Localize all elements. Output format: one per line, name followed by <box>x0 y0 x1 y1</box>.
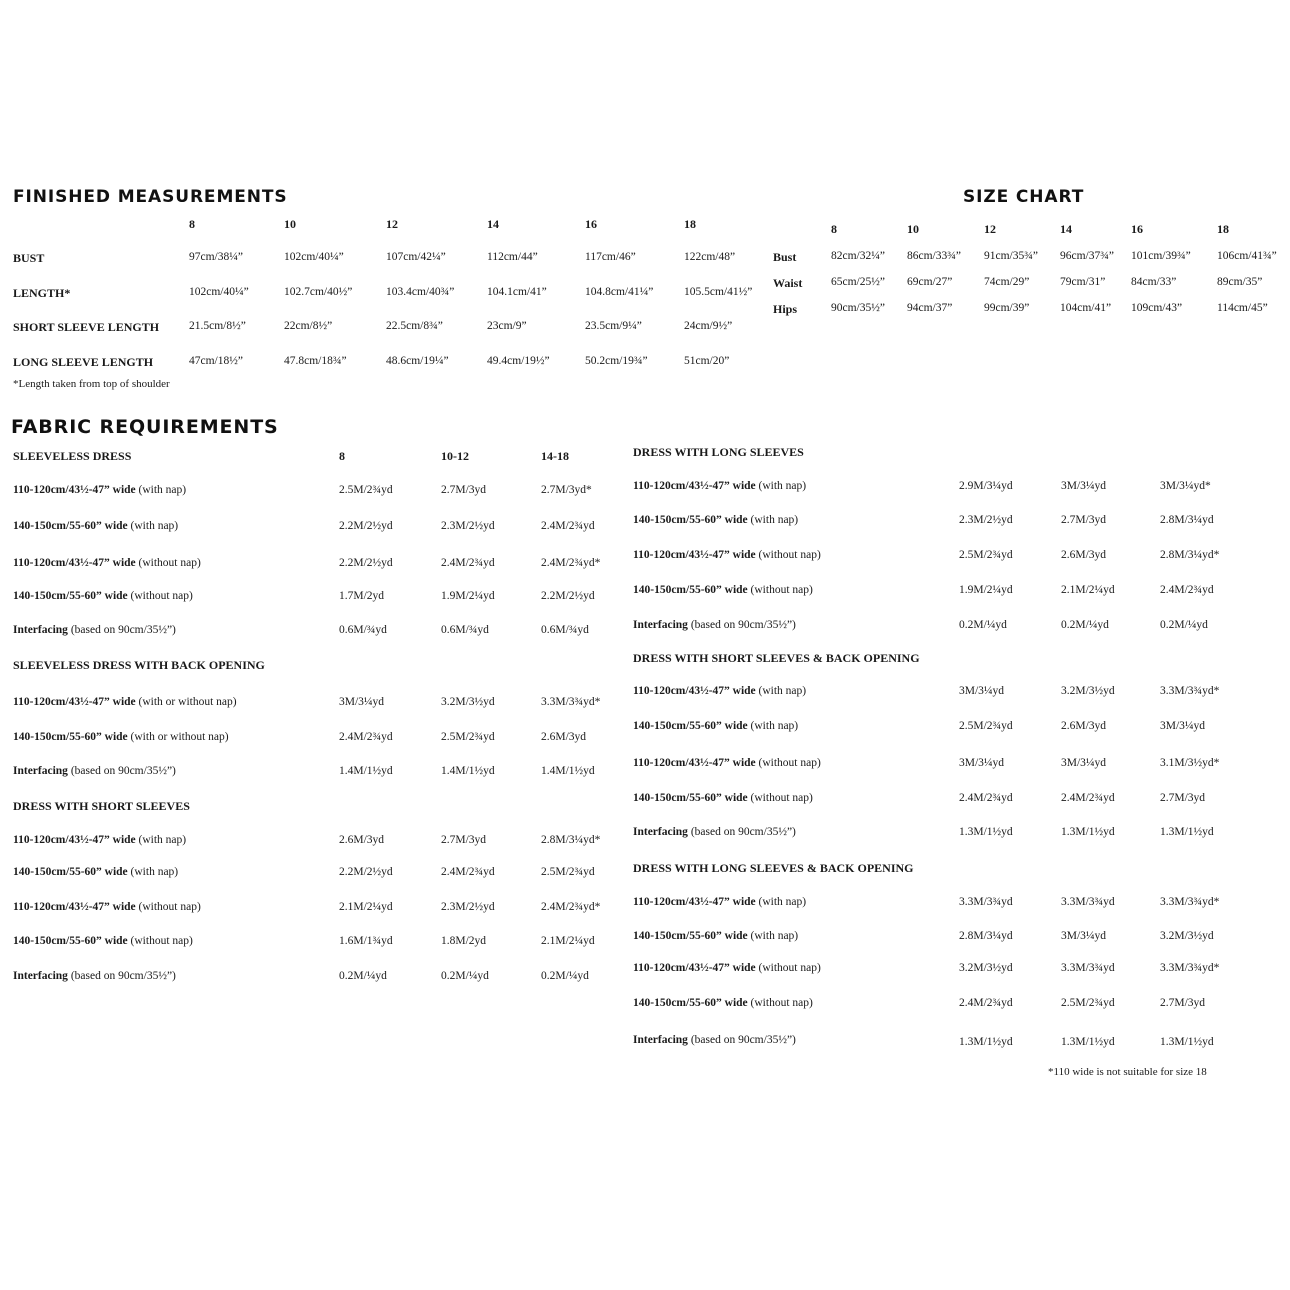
size-chart-value: 91cm/35¾” <box>984 250 1038 262</box>
finished-value: 48.6cm/19¼” <box>386 355 449 367</box>
finished-value: 102cm/40¼” <box>189 286 249 298</box>
fabric-value: 2.4M/2¾yd* <box>541 557 601 569</box>
fabric-value: 2.8M/3¼yd <box>959 930 1013 942</box>
fabric-value: 2.7M/3yd <box>441 484 487 496</box>
size-chart-row-label: Hips <box>773 302 798 316</box>
fabric-value: 2.7M/3yd <box>1061 514 1107 526</box>
fabric-value: 0.2M/¼yd <box>541 970 589 982</box>
fabric-value: 3.3M/3¾yd <box>1061 962 1115 974</box>
fabric-value: 0.6M/¾yd <box>541 624 589 636</box>
fabric-value: 0.2M/¼yd <box>339 970 387 982</box>
finished-row-label: SHORT SLEEVE LENGTH <box>13 320 160 334</box>
fabric-row-label: 140-150cm/55-60” wide (without nap) <box>633 792 813 804</box>
fabric-value: 3M/3¼yd <box>959 757 1005 769</box>
fabric-value: 2.4M/2¾yd <box>541 520 595 532</box>
finished-value: 112cm/44” <box>487 251 538 263</box>
size-chart-value: 84cm/33” <box>1131 276 1177 288</box>
fabric-value: 3.3M/3¾yd* <box>1160 685 1220 697</box>
fabric-value: 2.1M/2¼yd <box>339 901 393 913</box>
fabric-value: 2.2M/2½yd <box>339 866 393 878</box>
fabric-value: 3.3M/3¾yd* <box>1160 896 1220 908</box>
fabric-row-label: 110-120cm/43½-47” wide (without nap) <box>13 557 201 569</box>
finished-value: 102.7cm/40½” <box>284 286 353 298</box>
size-chart-value: 101cm/39¾” <box>1131 250 1191 262</box>
fabric-value: 2.5M/2¾yd <box>959 549 1013 561</box>
fabric-value: 2.4M/2¾yd <box>1061 792 1115 804</box>
finished-value: 97cm/38¼” <box>189 251 243 263</box>
fabric-value: 0.2M/¼yd <box>1061 619 1109 631</box>
size-chart-value: 106cm/41¾” <box>1217 250 1277 262</box>
fabric-value: 1.4M/1½yd <box>339 765 393 777</box>
finished-footnote: *Length taken from top of shoulder <box>13 378 170 390</box>
finished-row-label: BUST <box>13 251 45 265</box>
fabric-value: 1.3M/1½yd <box>1160 1036 1214 1048</box>
size-chart-header: 8 <box>831 222 837 236</box>
fabric-row-label: 110-120cm/43½-47” wide (with nap) <box>633 685 807 697</box>
fabric-row-label: Interfacing (based on 90cm/35½”) <box>13 970 176 982</box>
fabric-value: 1.9M/2¼yd <box>959 584 1013 596</box>
size-chart-header: 14 <box>1060 222 1072 236</box>
finished-value: 103.4cm/40¾” <box>386 286 455 298</box>
fabric-section-title: SLEEVELESS DRESS <box>13 449 132 463</box>
fabric-value: 0.6M/¾yd <box>441 624 489 636</box>
finished-value: 23.5cm/9¼” <box>585 320 642 332</box>
fabric-value: 3.3M/3¾yd <box>959 896 1013 908</box>
fabric-value: 3.3M/3¾yd* <box>1160 962 1220 974</box>
fabric-value: 2.6M/3yd <box>339 834 385 846</box>
finished-value: 117cm/46” <box>585 251 636 263</box>
fabric-value: 3M/3¼yd <box>959 685 1005 697</box>
fabric-row-label: 140-150cm/55-60” wide (with nap) <box>633 514 799 526</box>
fabric-value: 3.3M/3¾yd* <box>541 696 601 708</box>
fabric-value: 3.1M/3½yd* <box>1160 757 1220 769</box>
finished-measurements-title: FINISHED MEASUREMENTS <box>13 187 288 207</box>
finished-size-header: 16 <box>585 217 597 231</box>
fabric-value: 2.4M/2¾yd <box>1160 584 1214 596</box>
fabric-value: 1.4M/1½yd <box>541 765 595 777</box>
fabric-value: 2.4M/2¾yd <box>441 866 495 878</box>
fabric-requirements-title: FABRIC REQUIREMENTS <box>11 416 279 438</box>
size-chart-value: 86cm/33¾” <box>907 250 961 262</box>
fabric-value: 1.3M/1½yd <box>1061 1036 1115 1048</box>
fabric-value: 2.5M/2¾yd <box>1061 997 1115 1009</box>
fabric-row-label: 110-120cm/43½-47” wide (with or without nap) <box>13 696 237 708</box>
finished-value: 104.8cm/41¼” <box>585 286 654 298</box>
fabric-value: 2.2M/2½yd <box>541 590 595 602</box>
fabric-row-label: 140-150cm/55-60” wide (without nap) <box>13 935 193 947</box>
fabric-value: 2.6M/3yd <box>1061 720 1107 732</box>
fabric-row-label: 140-150cm/55-60” wide (with or without nap) <box>13 731 229 743</box>
fabric-value: 1.6M/1¾yd <box>339 935 393 947</box>
fabric-row-label: 140-150cm/55-60” wide (with nap) <box>13 520 179 532</box>
size-chart-header: 10 <box>907 222 919 236</box>
fabric-row-label: 140-150cm/55-60” wide (with nap) <box>13 866 179 878</box>
fabric-value: 0.2M/¼yd <box>959 619 1007 631</box>
fabric-value: 1.8M/2yd <box>441 935 487 947</box>
fabric-value: 2.8M/3¼yd <box>1160 514 1214 526</box>
fabric-row-label: 110-120cm/43½-47” wide (with nap) <box>633 896 807 908</box>
fabric-value: 3.2M/3½yd <box>441 696 495 708</box>
finished-row-label: LENGTH* <box>13 286 71 300</box>
finished-size-header: 8 <box>189 217 195 231</box>
fabric-value: 3M/3¼yd* <box>1160 480 1211 492</box>
fabric-value: 2.4M/2¾yd <box>441 557 495 569</box>
fabric-row-label: 110-120cm/43½-47” wide (without nap) <box>633 962 821 974</box>
size-chart-value: 90cm/35½” <box>831 302 885 314</box>
fabric-value: 3M/3¼yd <box>339 696 385 708</box>
finished-value: 47cm/18½” <box>189 355 243 367</box>
finished-value: 22cm/8½” <box>284 320 333 332</box>
finished-row-label: LONG SLEEVE LENGTH <box>13 355 154 369</box>
size-chart-value: 69cm/27” <box>907 276 953 288</box>
fabric-value: 0.2M/¼yd <box>1160 619 1208 631</box>
fabric-row-label: Interfacing (based on 90cm/35½”) <box>13 765 176 777</box>
size-chart-value: 104cm/41” <box>1060 302 1112 314</box>
fabric-size-header: 8 <box>339 449 345 463</box>
fabric-value: 2.5M/2¾yd <box>339 484 393 496</box>
fabric-footnote: *110 wide is not suitable for size 18 <box>1048 1066 1207 1078</box>
fabric-value: 1.3M/1½yd <box>1061 826 1115 838</box>
fabric-value: 1.7M/2yd <box>339 590 385 602</box>
fabric-value: 2.6M/3yd <box>1061 549 1107 561</box>
fabric-value: 2.5M/2¾yd <box>541 866 595 878</box>
fabric-value: 2.5M/2¾yd <box>441 731 495 743</box>
fabric-row-label: 110-120cm/43½-47” wide (without nap) <box>633 757 821 769</box>
fabric-row-label: 140-150cm/55-60” wide (without nap) <box>633 997 813 1009</box>
finished-size-header: 14 <box>487 217 499 231</box>
fabric-row-label: 140-150cm/55-60” wide (without nap) <box>13 590 193 602</box>
fabric-value: 3M/3¼yd <box>1061 757 1107 769</box>
fabric-row-label: 110-120cm/43½-47” wide (without nap) <box>13 901 201 913</box>
fabric-row-label: 140-150cm/55-60” wide (with nap) <box>633 930 799 942</box>
size-chart-value: 109cm/43” <box>1131 302 1183 314</box>
finished-value: 122cm/48” <box>684 251 736 263</box>
finished-value: 22.5cm/8¾” <box>386 320 443 332</box>
fabric-value: 1.9M/2¼yd <box>441 590 495 602</box>
fabric-value: 3.3M/3¾yd <box>1061 896 1115 908</box>
fabric-value: 2.2M/2½yd <box>339 557 393 569</box>
fabric-row-label: Interfacing (based on 90cm/35½”) <box>13 624 176 636</box>
fabric-section-title: DRESS WITH SHORT SLEEVES <box>13 799 190 813</box>
fabric-value: 2.5M/2¾yd <box>959 720 1013 732</box>
finished-value: 21.5cm/8½” <box>189 320 246 332</box>
finished-size-header: 12 <box>386 217 398 231</box>
fabric-row-label: Interfacing (based on 90cm/35½”) <box>633 1034 796 1046</box>
size-chart-value: 65cm/25½” <box>831 276 885 288</box>
fabric-row-label: 110-120cm/43½-47” wide (without nap) <box>633 549 821 561</box>
size-chart-value: 114cm/45” <box>1217 302 1268 314</box>
fabric-row-label: 110-120cm/43½-47” wide (with nap) <box>13 484 187 496</box>
fabric-section-title: SLEEVELESS DRESS WITH BACK OPENING <box>13 658 265 672</box>
finished-value: 24cm/9½” <box>684 320 733 332</box>
fabric-value: 1.3M/1½yd <box>1160 826 1214 838</box>
fabric-row-label: 140-150cm/55-60” wide (with nap) <box>633 720 799 732</box>
fabric-row-label: 110-120cm/43½-47” wide (with nap) <box>633 480 807 492</box>
fabric-value: 2.8M/3¼yd* <box>541 834 601 846</box>
fabric-value: 3M/3¼yd <box>1061 480 1107 492</box>
size-chart-value: 99cm/39” <box>984 302 1030 314</box>
fabric-value: 1.3M/1½yd <box>959 826 1013 838</box>
finished-value: 102cm/40¼” <box>284 251 344 263</box>
fabric-value: 2.8M/3¼yd* <box>1160 549 1220 561</box>
fabric-value: 2.9M/3¼yd <box>959 480 1013 492</box>
size-chart-header: 12 <box>984 222 996 236</box>
size-chart-row-label: Bust <box>773 250 797 264</box>
fabric-size-header: 10-12 <box>441 449 469 463</box>
fabric-value: 2.7M/3yd <box>441 834 487 846</box>
size-chart-value: 79cm/31” <box>1060 276 1106 288</box>
size-chart-value: 94cm/37” <box>907 302 953 314</box>
fabric-value: 2.3M/2½yd <box>441 520 495 532</box>
finished-value: 105.5cm/41½” <box>684 286 753 298</box>
fabric-value: 2.4M/2¾yd <box>959 997 1013 1009</box>
fabric-value: 2.2M/2½yd <box>339 520 393 532</box>
fabric-value: 1.4M/1½yd <box>441 765 495 777</box>
fabric-row-label: Interfacing (based on 90cm/35½”) <box>633 619 796 631</box>
fabric-value: 2.3M/2½yd <box>959 514 1013 526</box>
size-chart-value: 96cm/37¾” <box>1060 250 1114 262</box>
size-chart-value: 89cm/35” <box>1217 276 1263 288</box>
size-chart-value: 74cm/29” <box>984 276 1030 288</box>
fabric-row-label: 110-120cm/43½-47” wide (with nap) <box>13 834 187 846</box>
finished-size-header: 18 <box>684 217 696 231</box>
fabric-section-title: DRESS WITH LONG SLEEVES & BACK OPENING <box>633 861 914 875</box>
finished-value: 47.8cm/18¾” <box>284 355 347 367</box>
fabric-value: 3M/3¼yd <box>1160 720 1206 732</box>
finished-value: 49.4cm/19½” <box>487 355 550 367</box>
fabric-value: 2.4M/2¾yd <box>339 731 393 743</box>
fabric-section-title: DRESS WITH SHORT SLEEVES & BACK OPENING <box>633 651 920 665</box>
finished-value: 23cm/9” <box>487 320 527 332</box>
size-chart-title: SIZE CHART <box>963 187 1085 207</box>
fabric-value: 2.1M/2¼yd <box>1061 584 1115 596</box>
finished-size-header: 10 <box>284 217 296 231</box>
fabric-value: 2.1M/2¼yd <box>541 935 595 947</box>
fabric-row-label: Interfacing (based on 90cm/35½”) <box>633 826 796 838</box>
fabric-value: 2.4M/2¾yd* <box>541 901 601 913</box>
finished-value: 51cm/20” <box>684 355 730 367</box>
fabric-value: 0.2M/¼yd <box>441 970 489 982</box>
fabric-value: 2.7M/3yd* <box>541 484 592 496</box>
size-chart-value: 82cm/32¼” <box>831 250 885 262</box>
fabric-section-title: DRESS WITH LONG SLEEVES <box>633 445 804 459</box>
fabric-value: 3.2M/3½yd <box>1160 930 1214 942</box>
finished-value: 107cm/42¼” <box>386 251 446 263</box>
finished-value: 104.1cm/41” <box>487 286 547 298</box>
fabric-value: 1.3M/1½yd <box>959 1036 1013 1048</box>
fabric-value: 3M/3¼yd <box>1061 930 1107 942</box>
size-chart-header: 18 <box>1217 222 1229 236</box>
fabric-value: 2.6M/3yd <box>541 731 587 743</box>
fabric-value: 2.3M/2½yd <box>441 901 495 913</box>
size-chart-row-label: Waist <box>773 276 803 290</box>
fabric-row-label: 140-150cm/55-60” wide (without nap) <box>633 584 813 596</box>
fabric-value: 3.2M/3½yd <box>959 962 1013 974</box>
size-chart-header: 16 <box>1131 222 1143 236</box>
fabric-value: 2.7M/3yd <box>1160 997 1206 1009</box>
fabric-size-header: 14-18 <box>541 449 569 463</box>
fabric-value: 2.4M/2¾yd <box>959 792 1013 804</box>
fabric-value: 0.6M/¾yd <box>339 624 387 636</box>
fabric-value: 3.2M/3½yd <box>1061 685 1115 697</box>
finished-value: 50.2cm/19¾” <box>585 355 648 367</box>
fabric-value: 2.7M/3yd <box>1160 792 1206 804</box>
